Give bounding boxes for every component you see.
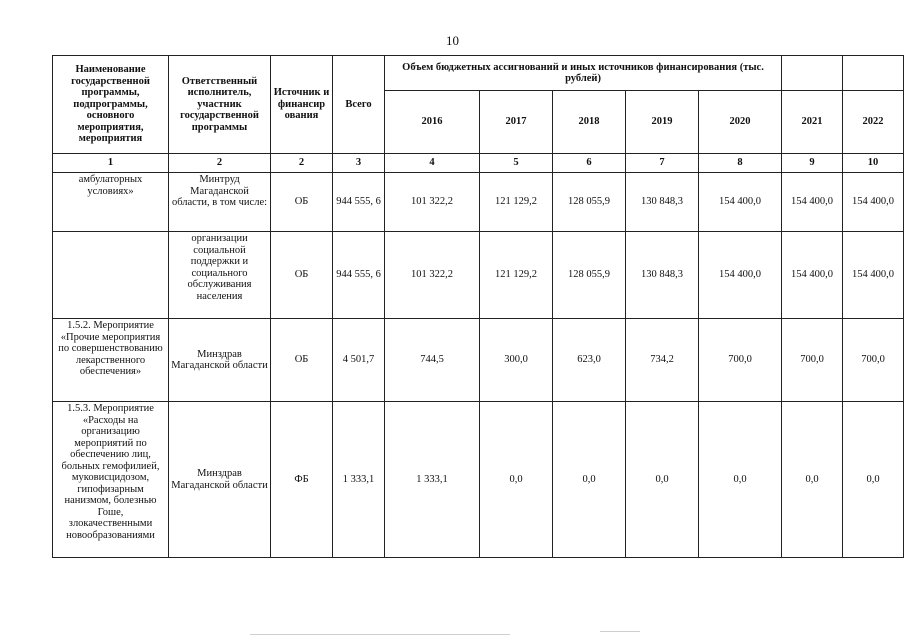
cell-source: ФБ [271,402,333,558]
cell-value: 121 129,2 [480,173,553,232]
column-number: 1 [53,154,169,173]
cell-value: 700,0 [782,319,843,402]
cell-value: 623,0 [553,319,626,402]
cell-source: ОБ [271,173,333,232]
cell-value: 0,0 [626,402,699,558]
page-number: 10 [446,33,459,48]
cell-value: 154 400,0 [843,173,904,232]
cell-responsible: Минздрав Магаданской области [169,402,271,558]
header-year: 2022 [843,91,904,154]
cell-value: 700,0 [843,319,904,402]
cell-value: 101 322,2 [385,173,480,232]
column-number: 7 [626,154,699,173]
column-number: 5 [480,154,553,173]
cell-name: 1.5.2. Мероприятие «Прочие мероприятия по совершенствованию лекарственного обеспечения» [53,319,169,402]
cell-total: 944 555, 6 [333,232,385,319]
table-row [53,173,904,232]
cell-value: 128 055,9 [553,232,626,319]
column-number: 3 [333,154,385,173]
cell-value: 154 400,0 [843,232,904,319]
header-year: 2020 [699,91,782,154]
header-year: 2018 [553,91,626,154]
cell-value: 0,0 [480,402,553,558]
header-source: Источник и финансир ования [271,56,333,154]
cell-value: 734,2 [626,319,699,402]
budget-table [52,55,904,558]
cell-source: ОБ [271,232,333,319]
header-year: 2016 [385,91,480,154]
column-number: 9 [782,154,843,173]
column-number: 2 [271,154,333,173]
cell-value: 0,0 [699,402,782,558]
scan-artifact [600,631,640,632]
cell-total: 944 555, 6 [333,173,385,232]
cell-name: амбулаторных условиях» [53,173,169,232]
cell-value: 128 055,9 [553,173,626,232]
cell-total: 1 333,1 [333,402,385,558]
header-year: 2019 [626,91,699,154]
cell-value: 154 400,0 [699,173,782,232]
header-year: 2021 [782,91,843,154]
column-number: 2 [169,154,271,173]
header-name: Наименование государственной программы, подпрограммы, основного мероприятия, мероприятия [53,56,169,154]
cell-value: 154 400,0 [782,173,843,232]
column-number: 4 [385,154,480,173]
header-responsible: Ответственный исполнитель, участник государственной программы [169,56,271,154]
table-row [53,402,904,558]
header-year: 2017 [480,91,553,154]
cell-name [53,232,169,319]
cell-value: 300,0 [480,319,553,402]
cell-total: 4 501,7 [333,319,385,402]
cell-value: 130 848,3 [626,173,699,232]
header-blank-2021 [782,56,843,91]
header-blank-2022 [843,56,904,91]
cell-value: 1 333,1 [385,402,480,558]
cell-source: ОБ [271,319,333,402]
cell-value: 154 400,0 [699,232,782,319]
cell-name: 1.5.3. Мероприятие «Расходы на организацию мероприятий по обеспечению лиц, больных гемофилией, муковисцидозом, гипофизарным нанизмом, болезнью Гоше, злокачественными новообразованиями [53,402,169,558]
table-row [53,319,904,402]
scan-artifact [250,634,510,635]
cell-value: 101 322,2 [385,232,480,319]
cell-responsible: организации социальной поддержки и социального обслуживания населения [169,232,271,319]
cell-responsible: Минтруд Магаданской области, в том числе: [169,173,271,232]
cell-value: 121 129,2 [480,232,553,319]
column-number: 6 [553,154,626,173]
cell-value: 700,0 [699,319,782,402]
header-total: Всего [333,56,385,154]
cell-value: 0,0 [782,402,843,558]
cell-value: 154 400,0 [782,232,843,319]
table-row [53,232,904,319]
cell-responsible: Минздрав Магаданской области [169,319,271,402]
cell-value: 0,0 [553,402,626,558]
cell-value: 130 848,3 [626,232,699,319]
column-number: 8 [699,154,782,173]
column-number: 10 [843,154,904,173]
cell-value: 0,0 [843,402,904,558]
cell-value: 744,5 [385,319,480,402]
header-budget-group: Объем бюджетных ассигнований и иных источников финансирования (тыс. рублей) [385,56,782,91]
